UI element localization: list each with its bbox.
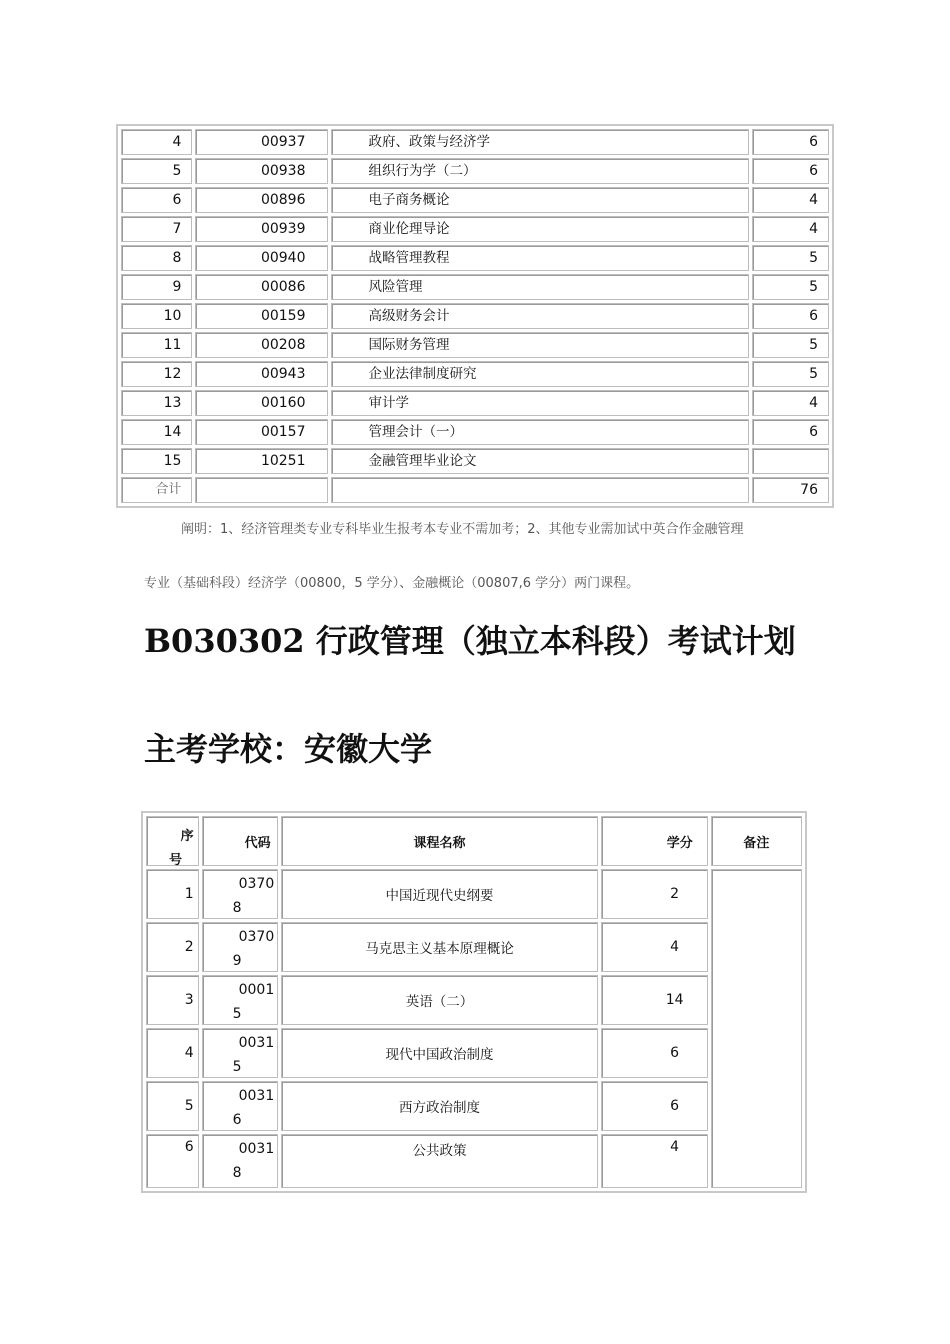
header-num-part2: 号	[169, 853, 183, 868]
table-row	[121, 361, 829, 387]
course-credit: 4	[752, 187, 829, 213]
course-code: 00896	[195, 187, 328, 213]
course-code: 00938	[195, 158, 328, 184]
course-code-line1: 0370	[238, 876, 275, 892]
table-row	[121, 158, 829, 184]
table-row	[146, 1028, 802, 1078]
course-code-line2: 5	[232, 1059, 242, 1075]
course-credit: 5	[752, 274, 829, 300]
header-num-part1: 序	[180, 829, 194, 844]
course-credit: 4	[752, 390, 829, 416]
course-code: 00159	[195, 303, 328, 329]
total-name-empty	[331, 477, 748, 503]
course-table-finance-body	[121, 129, 829, 503]
course-credit: 6	[752, 303, 829, 329]
course-credit: 2	[601, 869, 707, 919]
table-row	[121, 390, 829, 416]
table-row	[121, 245, 829, 271]
row-number: 1	[146, 869, 199, 919]
course-code-line1: 0031	[238, 1088, 275, 1104]
course-code	[202, 869, 278, 919]
course-code-line2: 8	[232, 900, 242, 916]
course-credit: 6	[752, 158, 829, 184]
row-number: 6	[146, 1134, 199, 1188]
course-code: 00208	[195, 332, 328, 358]
total-row	[121, 477, 829, 503]
row-number: 13	[121, 390, 192, 416]
course-code: 00943	[195, 361, 328, 387]
table-row	[146, 1134, 802, 1188]
course-credit: 6	[601, 1028, 707, 1078]
course-code: 00939	[195, 216, 328, 242]
course-name: 企业法律制度研究	[331, 361, 748, 387]
row-number: 10	[121, 303, 192, 329]
course-code-line2: 6	[232, 1112, 242, 1128]
row-number: 11	[121, 332, 192, 358]
course-name: 组织行为学（二）	[331, 158, 748, 184]
course-credit: 4	[752, 216, 829, 242]
course-code-line1: 0031	[238, 1141, 275, 1157]
row-number: 14	[121, 419, 192, 445]
row-number: 9	[121, 274, 192, 300]
course-name: 中国近现代史纲要	[281, 869, 599, 919]
total-code-empty	[195, 477, 328, 503]
course-credit: 6	[752, 419, 829, 445]
course-credit: 5	[752, 361, 829, 387]
course-credit: 6	[752, 129, 829, 155]
row-number: 4	[121, 129, 192, 155]
total-credit: 76	[752, 477, 829, 503]
table-row	[121, 274, 829, 300]
header-num	[146, 816, 199, 866]
course-name: 政府、政策与经济学	[331, 129, 748, 155]
total-label: 合计	[121, 477, 192, 503]
course-credit: 6	[601, 1081, 707, 1131]
table-row	[146, 869, 802, 919]
course-code: 00157	[195, 419, 328, 445]
course-credit	[752, 448, 829, 474]
table-row	[146, 1081, 802, 1131]
table-row	[121, 129, 829, 155]
course-name: 英语（二）	[281, 975, 599, 1025]
course-code	[202, 1134, 278, 1188]
table-row	[121, 419, 829, 445]
course-table-admin	[141, 811, 807, 1193]
row-number: 7	[121, 216, 192, 242]
row-number: 4	[146, 1028, 199, 1078]
row-number: 5	[146, 1081, 199, 1131]
course-name: 公共政策	[281, 1134, 599, 1188]
table-row	[121, 303, 829, 329]
exam-plan-title: B030302 行政管理（独立本科段）考试计划	[144, 622, 796, 660]
header-credit: 学分	[601, 816, 707, 866]
course-code: 00940	[195, 245, 328, 271]
course-code-line1: 0370	[238, 929, 275, 945]
course-name: 风险管理	[331, 274, 748, 300]
course-code: 00160	[195, 390, 328, 416]
header-remark: 备注	[711, 816, 802, 866]
row-number: 15	[121, 448, 192, 474]
course-credit: 14	[601, 975, 707, 1025]
table-row	[121, 187, 829, 213]
row-number: 3	[146, 975, 199, 1025]
course-name: 马克思主义基本原理概论	[281, 922, 599, 972]
course-code-line1: 0031	[238, 1035, 275, 1051]
course-name: 高级财务会计	[331, 303, 748, 329]
course-code	[202, 1028, 278, 1078]
row-number: 6	[121, 187, 192, 213]
course-name: 电子商务概论	[331, 187, 748, 213]
table-row	[146, 975, 802, 1025]
course-name: 西方政治制度	[281, 1081, 599, 1131]
course-code-line2: 9	[232, 953, 242, 969]
row-number: 5	[121, 158, 192, 184]
course-name: 战略管理教程	[331, 245, 748, 271]
course-name: 现代中国政治制度	[281, 1028, 599, 1078]
course-code	[202, 975, 278, 1025]
course-code	[202, 922, 278, 972]
course-code: 00086	[195, 274, 328, 300]
course-code-line2: 5	[232, 1006, 242, 1022]
course-credit: 4	[601, 922, 707, 972]
host-school-title: 主考学校：安徽大学	[144, 730, 433, 768]
course-table-finance	[116, 124, 834, 508]
course-code: 00937	[195, 129, 328, 155]
table-header-row	[146, 816, 802, 866]
course-code	[202, 1081, 278, 1131]
course-name: 国际财务管理	[331, 332, 748, 358]
table-row	[121, 448, 829, 474]
course-credit: 4	[601, 1134, 707, 1188]
course-credit: 5	[752, 245, 829, 271]
course-name: 商业伦理导论	[331, 216, 748, 242]
table-row	[121, 216, 829, 242]
row-number: 2	[146, 922, 199, 972]
row-number: 12	[121, 361, 192, 387]
course-name: 管理会计（一）	[331, 419, 748, 445]
note-line-2: 专业（基础科段）经济学（00800，5 学分）、金融概论（00807,6 学分）两门课程。	[144, 576, 640, 591]
header-code: 代码	[202, 816, 278, 866]
course-code-line1: 0001	[238, 982, 275, 998]
row-number: 8	[121, 245, 192, 271]
table-row	[146, 922, 802, 972]
table-row	[121, 332, 829, 358]
course-name: 审计学	[331, 390, 748, 416]
course-code: 10251	[195, 448, 328, 474]
header-course-name: 课程名称	[281, 816, 599, 866]
course-table-admin-body	[146, 816, 802, 1188]
course-code-line2: 8	[232, 1165, 242, 1181]
note-line-1: 阐明：1、经济管理类专业专科毕业生报考本专业不需加考；2、其他专业需加试中英合作金融管理	[181, 522, 744, 537]
remark-cell	[711, 869, 802, 1188]
course-credit: 5	[752, 332, 829, 358]
course-name: 金融管理毕业论文	[331, 448, 748, 474]
